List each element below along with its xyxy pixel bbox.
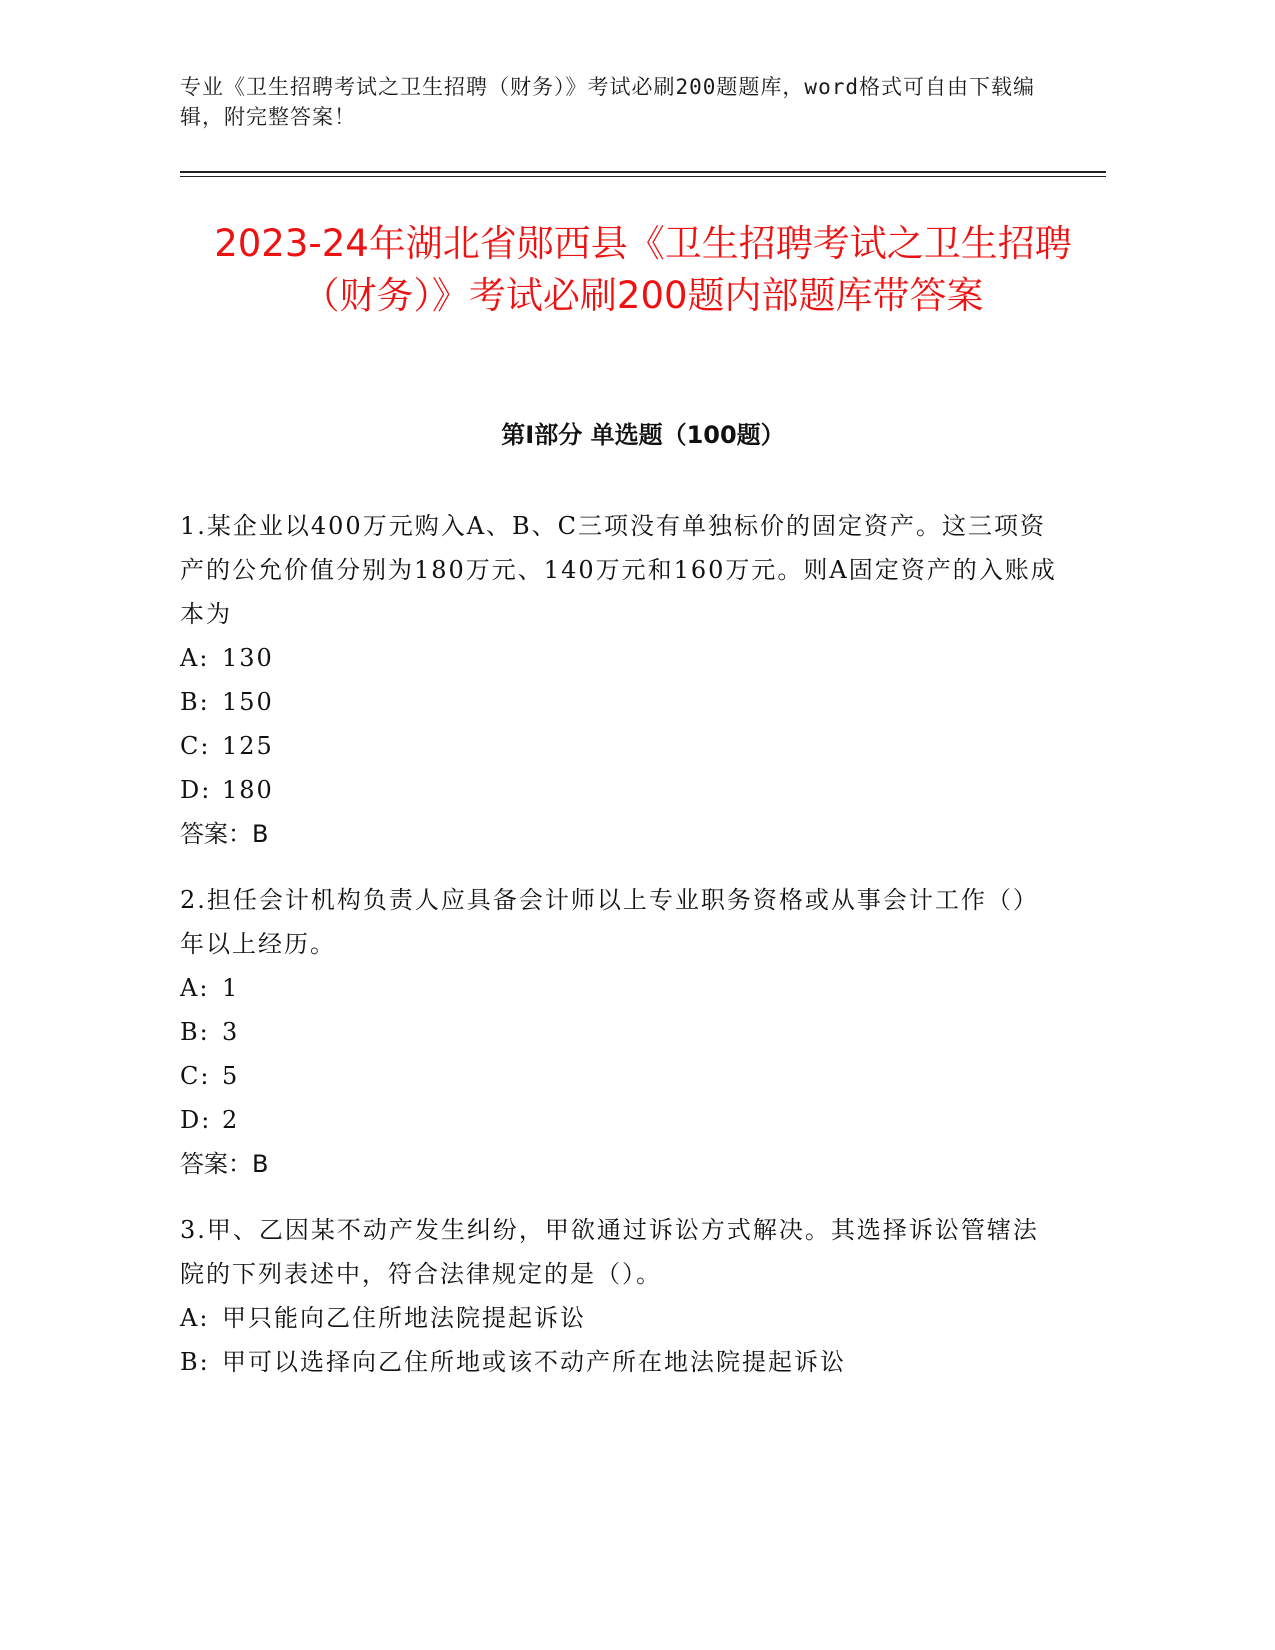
option-a (180, 636, 1060, 680)
option-letter: C: (180, 1062, 211, 1090)
section-title: 第Ⅰ部分 单选题（100题） (501, 421, 785, 449)
option-c (180, 724, 1060, 768)
option-letter: B: (180, 1348, 210, 1376)
option-text: 甲可以选择向乙住所地或该不动产所在地法院提起诉讼 (222, 1348, 846, 1376)
question-stem: 3.甲、乙因某不动产发生纠纷，甲欲通过诉讼方式解决。其选择诉讼管辖法院的下列表述中，符合法律规定的是（）。 (180, 1216, 1039, 1288)
option-text: 1 (222, 974, 240, 1002)
document-title: 2023-24年湖北省郧西县《卫生招聘考试之卫生招聘（财务）》考试必刷200题内部题库带答案 (214, 222, 1072, 317)
question-3 (180, 1208, 1060, 1384)
option-d (180, 1098, 1060, 1142)
option-text: 180 (222, 776, 274, 804)
option-text: 甲只能向乙住所地法院提起诉讼 (222, 1304, 586, 1332)
header-note: 专业《卫生招聘考试之卫生招聘（财务）》考试必刷200题题库，word格式可自由下载编辑，附完整答案！ (180, 75, 1035, 129)
option-letter: B: (180, 688, 210, 716)
option-d (180, 768, 1060, 812)
option-b (180, 1340, 1060, 1384)
option-c (180, 1054, 1060, 1098)
option-letter: D: (180, 776, 212, 804)
option-text: 130 (222, 644, 274, 672)
option-a (180, 1296, 1060, 1340)
option-text: 150 (222, 688, 274, 716)
option-letter: A: (180, 974, 210, 1002)
question-1 (180, 504, 1060, 856)
answer-line: 答案：B (180, 1150, 269, 1178)
question-2 (180, 878, 1060, 1186)
option-letter: A: (180, 644, 210, 672)
option-a (180, 966, 1060, 1010)
answer-line: 答案：B (180, 820, 269, 848)
option-text: 125 (222, 732, 274, 760)
option-letter: A: (180, 1304, 210, 1332)
header-divider-thick (180, 171, 1106, 173)
question-stem: 1.某企业以400万元购入A、B、C三项没有单独标价的固定资产。这三项资产的公允价值分别为180万元、140万元和160万元。则A固定资产的入账成本为 (180, 512, 1057, 628)
option-text: 3 (222, 1018, 240, 1046)
question-list (180, 504, 1060, 1406)
header-divider-thin (180, 176, 1106, 177)
question-stem: 2.担任会计机构负责人应具备会计师以上专业职务资格或从事会计工作（）年以上经历。 (180, 886, 1039, 958)
option-letter: B: (180, 1018, 210, 1046)
option-text: 5 (222, 1062, 240, 1090)
option-letter: C: (180, 732, 211, 760)
option-letter: D: (180, 1106, 212, 1134)
option-b (180, 1010, 1060, 1054)
option-b (180, 680, 1060, 724)
option-text: 2 (222, 1106, 240, 1134)
